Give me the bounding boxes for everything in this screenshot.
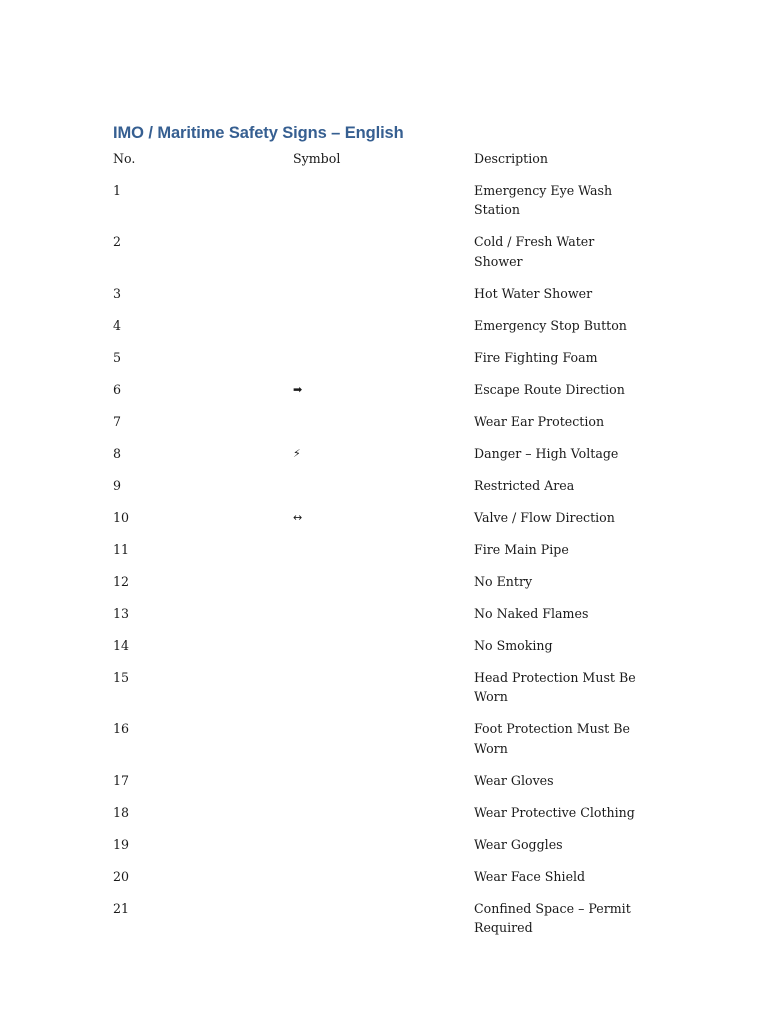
table-row (113, 636, 653, 655)
row-number: 3 (113, 285, 122, 301)
row-number: 2 (113, 234, 122, 250)
row-description: Escape Route Direction (474, 381, 625, 397)
row-description: Emergency Eye Wash Station (474, 183, 613, 218)
row-number: 13 (113, 605, 130, 621)
row-description: Wear Goggles (474, 836, 563, 852)
row-number: 20 (113, 868, 130, 884)
row-description: Confined Space – Permit Required (474, 900, 631, 936)
row-description: Head Protection Must Be Worn (474, 669, 636, 705)
column-header-symbol: Symbol (293, 151, 341, 166)
table-row (113, 668, 653, 707)
table-row (113, 572, 653, 591)
row-description: Fire Fighting Foam (474, 349, 598, 365)
table-row (113, 540, 653, 559)
column-header-description: Description (474, 151, 548, 166)
row-number: 16 (113, 721, 130, 737)
row-description: Fire Main Pipe (474, 541, 569, 557)
table-row (113, 508, 653, 527)
row-number: 18 (113, 804, 130, 820)
table-row (113, 444, 653, 463)
row-description: No Entry (474, 573, 533, 589)
row-description: Wear Gloves (474, 772, 554, 788)
row-number: 10 (113, 509, 130, 525)
row-description: No Naked Flames (474, 605, 589, 621)
row-number: 17 (113, 772, 130, 788)
row-number: 11 (113, 541, 130, 557)
row-number: 12 (113, 573, 130, 589)
table-row (113, 316, 653, 335)
table-row (113, 380, 653, 399)
row-description: Wear Protective Clothing (474, 804, 635, 820)
row-description: Cold / Fresh Water Shower (474, 234, 595, 269)
row-number: 6 (113, 381, 122, 397)
row-description: Wear Ear Protection (474, 413, 605, 429)
table-row (113, 867, 653, 886)
table-row (113, 181, 653, 220)
table-row (113, 803, 653, 822)
row-description: Danger – High Voltage (474, 445, 619, 461)
row-description: Valve / Flow Direction (474, 509, 615, 525)
table-row (113, 412, 653, 431)
row-description: No Smoking (474, 637, 553, 653)
table-row (113, 604, 653, 623)
column-header-no: No. (113, 151, 136, 166)
row-number: 15 (113, 669, 130, 685)
table-row (113, 899, 653, 938)
row-description: Foot Protection Must Be Worn (474, 721, 630, 756)
double-arrow-icon: ↔ (293, 510, 303, 524)
row-number: 7 (113, 413, 122, 429)
row-description: Hot Water Shower (474, 285, 593, 301)
table-row (113, 232, 653, 271)
signs-table (113, 149, 653, 950)
table-row (113, 284, 653, 303)
table-row (113, 348, 653, 367)
row-number: 4 (113, 317, 122, 333)
table-header-row (113, 149, 653, 181)
row-number: 1 (113, 183, 122, 198)
table-row (113, 476, 653, 495)
row-number: 19 (113, 836, 130, 852)
arrow-right-icon: ➡ (293, 382, 303, 396)
row-description: Wear Face Shield (474, 868, 586, 884)
lightning-bolt-icon: ⚡ (293, 446, 301, 460)
row-number: 9 (113, 477, 122, 493)
table-row (113, 771, 653, 790)
row-number: 21 (113, 900, 130, 916)
document-title: IMO / Maritime Safety Signs – English (113, 124, 404, 142)
table-row (113, 835, 653, 854)
table-row (113, 719, 653, 758)
row-description: Emergency Stop Button (474, 317, 627, 333)
row-description: Restricted Area (474, 477, 575, 493)
row-number: 8 (113, 445, 122, 461)
row-number: 5 (113, 349, 122, 365)
row-number: 14 (113, 637, 130, 653)
